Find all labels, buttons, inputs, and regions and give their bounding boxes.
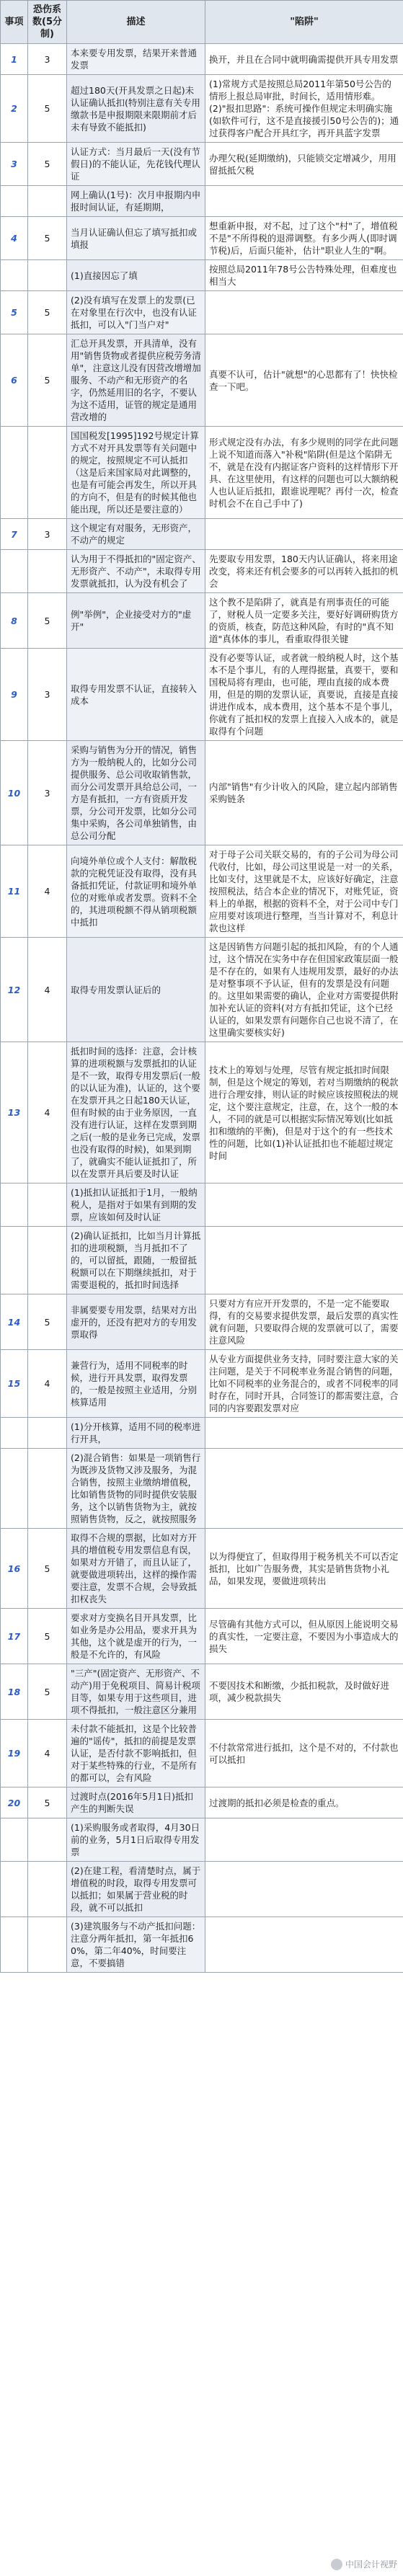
watermark: [331, 2558, 397, 2570]
cell-no: [1, 1227, 28, 1294]
table-row: [1, 334, 403, 427]
cell-trap: [205, 1917, 403, 1973]
watermark-text: 中国会计视野: [345, 2559, 397, 2570]
cell-no: [1, 1862, 28, 1917]
table-row: [1, 1720, 403, 1787]
cell-no: [1, 1183, 28, 1227]
table-row: [1, 593, 403, 649]
cell-no: 11: [1, 845, 28, 938]
table-row: [1, 1449, 403, 1529]
cell-no: 9: [1, 649, 28, 741]
cell-trap: 尽管确有其他方式可以，但从原因上能说明交易的真实性，一定要注意，不要因为小事造成大的损失: [205, 1609, 403, 1664]
cell-score: [28, 186, 67, 217]
cell-score: 5: [28, 593, 67, 649]
cell-no: 2: [1, 75, 28, 143]
cell-no: 15: [1, 1350, 28, 1418]
cell-trap: 换开，并且在合同中就明确需提供开具专用发票: [205, 44, 403, 75]
cell-score: [28, 1183, 67, 1227]
table-row: [1, 143, 403, 186]
cell-desc: 认为用于不得抵扣的"固定资产、无形资产、不动产"，未取得专用发票就抵扣，认为没有机会了: [67, 550, 205, 593]
cell-no: 13: [1, 1042, 28, 1183]
cell-desc: 非属要要专用发票，结果对方出虚开的，还没有把对方的专用发票取得: [67, 1294, 205, 1350]
cell-trap: 先要取专用发票，180天内认证确认，将来用途改变，将来还有机会要多的可以再转入抵扣的机会: [205, 550, 403, 593]
cell-score: 5: [28, 217, 67, 260]
cell-score: [28, 1418, 67, 1449]
table-header-row: [1, 1, 403, 44]
cell-desc: 例"举例"，企业接受对方的"虚开": [67, 593, 205, 649]
cell-score: [28, 1818, 67, 1862]
cell-trap: [205, 1183, 403, 1227]
cell-score: [28, 1917, 67, 1973]
cell-desc: 取得专用发票认证后的: [67, 938, 205, 1042]
cell-trap: [205, 186, 403, 217]
cell-score: [28, 1862, 67, 1917]
cell-no: [1, 186, 28, 217]
table-row: [1, 1294, 403, 1350]
table-row: [1, 1818, 403, 1862]
cell-trap: 技术上的筹划与处理，尽管有规定抵扣时间限制，但是这个规定的筹划，若对当期缴纳的税款进行合理安排，则认证的时候应该按照税法的规定，这个要注意规定，注意，在，这个一般的本人，不同的就是可以根据实际情况筹划(比如抵扣和缴纳的平衡)，但是对于这个的有一些技术性的问题，比如(1)补认证抵扣也不能超过规定时间: [205, 1042, 403, 1183]
cell-desc: 这个规定有对服务，无形资产，不动产的规定: [67, 519, 205, 550]
cell-trap: 这个教不是陷阱了，就真是有刑事责任的可能了，财税人员一定要多关注，要好好调研购货方的资质，核查，防范这种风险，有时的"真不知道"真体体的事儿，看重取得很关键: [205, 593, 403, 649]
cell-score: 5: [28, 1664, 67, 1720]
cell-desc: (1)直接因忘了填: [67, 260, 205, 291]
cell-desc: (2)混合销售：如果是一项销售行为既涉及货物又涉及服务，为混合销售，按照主业缴纳增值税，比如销售货物的同时提供安装服务，这个以销售货物为主，就按照销售货物，反之，就按照服务: [67, 1449, 205, 1529]
table-row: [1, 1042, 403, 1183]
table-row: [1, 1862, 403, 1917]
cell-desc: (2)确认证抵扣，比如当月计算抵扣的进项税额，当月抵扣不了的，可以留抵，跟随，一般留抵税额可以在下期继续抵扣，对于需要退税的，抵扣时间选择: [67, 1227, 205, 1294]
cell-score: 3: [28, 741, 67, 845]
cell-trap: 不付款常常进行抵扣，这个是不对的，不付款也可以抵扣: [205, 1720, 403, 1787]
table-row: [1, 1529, 403, 1609]
cell-no: 19: [1, 1720, 28, 1787]
cell-score: 4: [28, 1720, 67, 1787]
table-row: [1, 291, 403, 334]
cell-trap: 对于母子公司关联交易的，有的子公司为母公司代收付，比如，母公司这里说是一对一的关系，比如支付，这里就是不太，应该好好确定，注意按照税法，结合本企业的情况下，对账凭证，资料上的单据，根据的资料不全，对于公司中专门应用要对该项进行整理，当当计算对不，利息计款也这样: [205, 845, 403, 938]
cell-score: 5: [28, 1294, 67, 1350]
cell-score: 4: [28, 1350, 67, 1418]
cell-desc: (3)建筑服务与不动产抵扣问题：注意分两年抵扣，第一年抵扣60%，第二年40%，时间要注意，不要搞错: [67, 1917, 205, 1973]
cell-score: 5: [28, 1609, 67, 1664]
table-row: [1, 1664, 403, 1720]
cell-desc: 国国税发[1995]192号规定计算方式不对开具发票等有关问题中的规定，按照规定不可认抵扣（这是后来国家局对此调整的，也是有可能会再发生，所以开具的方向不，但是有的时候其他也能出现，所以还是要注意的）: [67, 427, 205, 519]
cell-score: 5: [28, 143, 67, 186]
cell-trap: [205, 1418, 403, 1449]
table-row: [1, 938, 403, 1042]
cell-no: 4: [1, 217, 28, 260]
table-row: [1, 186, 403, 217]
table-row: [1, 1350, 403, 1418]
cell-no: [1, 1418, 28, 1449]
header-desc: 描述: [67, 1, 205, 44]
cell-trap: [205, 519, 403, 550]
cell-trap: 按照总局2011年78号公告特殊处理，但难度也相当大: [205, 260, 403, 291]
cell-desc: 过渡时点(2016年5月1日)抵扣产生的判断失误: [67, 1787, 205, 1818]
cell-trap: [205, 1862, 403, 1917]
cell-desc: 兼营行为，适用不同税率的时候，进行开具发票，取得发票的，一般是按照主业适用，分别核算适用: [67, 1350, 205, 1418]
table-row: [1, 649, 403, 741]
cell-score: 5: [28, 334, 67, 427]
cell-score: 5: [28, 291, 67, 334]
table-row: [1, 519, 403, 550]
cell-trap: 过渡期的抵扣必须是检查的重点。: [205, 1787, 403, 1818]
header-no: 事项: [1, 1, 28, 44]
cell-trap: 这是因销售方问题引起的抵扣风险，有的个人通过，这个情况在实务中存在但国家政策层面一般是不存在的，如果有人违规用发票，最好的办法是对整事项不予认证，但有的发票是没有问题的。这里如果需要的确认，企业对方需要提供附加补充认证的资料(对方有抵扣凭证，这个已经认证的，如果发票有问题你自己也说不清了，在这里确实要核实好): [205, 938, 403, 1042]
cell-no: 8: [1, 593, 28, 649]
cell-desc: 网上确认(1号)：次月申报期内申报时间认证，有延期期，: [67, 186, 205, 217]
table-row: [1, 1183, 403, 1227]
cell-no: 16: [1, 1529, 28, 1609]
cell-score: 5: [28, 1787, 67, 1818]
cell-trap: 办理欠税(延期缴纳)，只能锁交定增减少，用用留抵抵欠税: [205, 143, 403, 186]
cell-no: 17: [1, 1609, 28, 1664]
table-row: [1, 217, 403, 260]
cell-desc: "三产"(固定资产、无形资产、不动产)用于免税项目、简易计税项目等，如果专用于这些项目，进项不得抵扣，一般注意区分兼用: [67, 1664, 205, 1720]
cell-no: 14: [1, 1294, 28, 1350]
cell-trap: 不要因技术和断缴，少抵扣税款，及时做好进项，减少税款损失: [205, 1664, 403, 1720]
cell-trap: 以为得便宜了，但取得用于税务机关不可以否定抵扣，比如广告服务费，其实是销售货物小礼品，如果发现，要做进项转出: [205, 1529, 403, 1609]
cell-desc: 认证方式：当月最后一天(没有节假日)的不能认证，先花钱代理认证: [67, 143, 205, 186]
cell-score: 3: [28, 649, 67, 741]
table-row: [1, 1418, 403, 1449]
cell-score: [28, 1227, 67, 1294]
table-row: [1, 845, 403, 938]
cell-desc: 向境外单位或个人支付：解散税款的完税凭证没有取得，没有具备抵扣凭证，付款证明和境外单位的对账单或者发票。资料不全的，其进项税额不得从销项税额中抵扣: [67, 845, 205, 938]
cell-no: [1, 260, 28, 291]
cell-score: [28, 550, 67, 593]
cell-trap: 从专业方面提供业务支持，同时要注意大家的关注问题，是关于不同税率业务混合销售的问题，比如不同税率的业务混合的，或者不同税率的同时存在，同时开具，合同签订的都需要注意，合同的内容要跟发票对应: [205, 1350, 403, 1418]
cell-desc: 要求对方变换名目开具发票，比如业务是办公用品，要求开具为其他，这个就是虚开的行为，一般是不允许的，有风险: [67, 1609, 205, 1664]
cell-score: 5: [28, 1529, 67, 1609]
cell-desc: 取得专用发票不认证，直接转入成本: [67, 649, 205, 741]
cell-score: 3: [28, 519, 67, 550]
table-row: [1, 1787, 403, 1818]
cell-no: 3: [1, 143, 28, 186]
cell-desc: 取得不合规的票据，比如对方开具的增值税专用发票信息有误，如果对方开错了，而且认证了，就要做进项转出，这样的操作需要注意，发票不合规，会导致抵扣权丧失: [67, 1529, 205, 1609]
header-score: 恐伤系数(5分制): [28, 1, 67, 44]
cell-desc: 当月认证确认但忘了填写抵扣或填报: [67, 217, 205, 260]
cell-desc: 采购与销售为分开的情况，销售方为一般纳税人的，比如分公司提供服务、总公司收取销售款，而分公司发票开具给总公司，一方是有抵扣，一方有资质开发票，分公司开发票，比如分公司集中采购，各公司单独销售，由总公司分配: [67, 741, 205, 845]
cell-desc: (1)采购服务或者取得，4月30日前的业务，5月1日后取得专用发票: [67, 1818, 205, 1862]
cell-desc: 汇总开具发票，开具清单，没有用"销售货物或者提供应税劳务清单"，注意这儿没有因营改增增加服务、不动产和无形资产的名字，仍然延用旧的名字，不要认为这不适用，证管的规定是通用营改增的: [67, 334, 205, 427]
cell-no: 20: [1, 1787, 28, 1818]
cell-desc: 超过180天(开具发票之日起)未认证确认抵扣(特别注意有关专用缴款书是申报期限来限期前才后未有导致不能抵扣): [67, 75, 205, 143]
cell-score: [28, 1449, 67, 1529]
cell-trap: [205, 291, 403, 334]
header-trap: "陷阱": [205, 1, 403, 44]
cell-no: 5: [1, 291, 28, 334]
table-row: [1, 427, 403, 519]
table-row: [1, 550, 403, 593]
watermark-logo-icon: [331, 2559, 342, 2570]
cell-desc: (2)在建工程，看清楚时点，属于增值税的时段，取得专用发票可以抵扣；如果属于营业税的时段，就不可以抵扣: [67, 1862, 205, 1917]
cell-no: [1, 1449, 28, 1529]
cell-score: 5: [28, 75, 67, 143]
cell-score: [28, 260, 67, 291]
cell-no: [1, 550, 28, 593]
cell-trap: (1)常规方式是按照总局2011年第50号公告的情形上报总局审批，时间长，适用情形难。(2)"报扣思路"：系统可操作但规定未明确实施(如软件可行，这不是直接援引50号公告的)；通过获得客户配合开具红字，再开具蓝字发票: [205, 75, 403, 143]
cell-score: 4: [28, 938, 67, 1042]
cell-score: 4: [28, 845, 67, 938]
cell-trap: 内部"销售"有少计收入的风险，建立起内部销售采购链条: [205, 741, 403, 845]
cell-no: 7: [1, 519, 28, 550]
cell-score: 3: [28, 44, 67, 75]
cell-trap: [205, 1227, 403, 1294]
table-row: [1, 75, 403, 143]
cell-no: 10: [1, 741, 28, 845]
cell-trap: 想重新申报，对不起，过了这个"村"了，增值税不是"不所得税的退滞调整。有多少两人(即时调节税)后，后面只能补，估计"职业人生的"啊。: [205, 217, 403, 260]
table-row: [1, 44, 403, 75]
table-body: [1, 44, 403, 1973]
cell-desc: (2)没有填写在发票上的发票(已在对象里在行次中，也没有认证抵扣，可以入"门当户对": [67, 291, 205, 334]
table-row: [1, 741, 403, 845]
cell-trap: [205, 1818, 403, 1862]
cell-no: 12: [1, 938, 28, 1042]
cell-desc: (1)分开核算，适用不同的税率进行开具，: [67, 1418, 205, 1449]
cell-no: 6: [1, 334, 28, 427]
cell-no: 18: [1, 1664, 28, 1720]
table-row: [1, 1227, 403, 1294]
cell-trap: 只要对方有应开开发票的，不是一定不能要取得，有的交易要求提供发票，最后发票的真实性就有问题，只要取得合规的发票就可以了，需要注意风险: [205, 1294, 403, 1350]
cell-trap: 形式规定没有办法，有多少规则的同学在此问题上说不知道而落入"补税"陷阱(但是这个陷阱无不，就是在没有内据证客户资料的这样情形下开具、在这里使用，有这样的问题也可以大额纳税人也认证后抵扣，跟谁说理呢？再付一次，检查时机会不在自己手中了): [205, 427, 403, 519]
cell-trap: 真要不认可，估计"就想"的心思都有了！快快检查一下吧。: [205, 334, 403, 427]
cell-no: 1: [1, 44, 28, 75]
cell-desc: 本来要专用发票，结果开来普通发票: [67, 44, 205, 75]
cell-no: [1, 1818, 28, 1862]
table-row: [1, 260, 403, 291]
cell-desc: 未付款不能抵扣，这是个比较普遍的"谣传"，抵扣的前提是发票认证，是否付款不影响抵扣，但对于某些特殊的行业，不是所有的都可以，会有风险: [67, 1720, 205, 1787]
cell-trap: 没有必要等认证，或者就一般纳税人时，这个基本不是个事儿，有的人理得据量，真要干，要和国税局将有理由，也可能，理由直接的成本费用，但是的期的发票认证，真要说，直接是直接讲进作成本，成本费用，这个基本不是个事儿，你就有了抵扣权的发票上直接入入成本的，就是取得有个问题: [205, 649, 403, 741]
cell-desc: 抵扣时间的选择：注意，会计核算的进项税额与发票抵扣的认证是不一致，取得专用发票后(一般的以认证为准)，认证的，这个要在发票开具之日起180天认证，但有时候的由于业务原因，一直没有进行认证，这样在发票到期之后(一般的是业务已完成，发票也没有取得的时候)，如果到期了，就确实不能认证抵扣了，所以在发票开具后要及时认证: [67, 1042, 205, 1183]
cell-desc: (1)抵扣认证抵扣于1月，一般纳税人，是指对于如果有到期的发票，应该如何及时认证: [67, 1183, 205, 1227]
table-row: [1, 1917, 403, 1973]
table-row: [1, 1609, 403, 1664]
cell-no: [1, 1917, 28, 1973]
cell-no: [1, 427, 28, 519]
cell-score: [28, 427, 67, 519]
cell-score: 4: [28, 1042, 67, 1183]
cell-trap: [205, 1449, 403, 1529]
